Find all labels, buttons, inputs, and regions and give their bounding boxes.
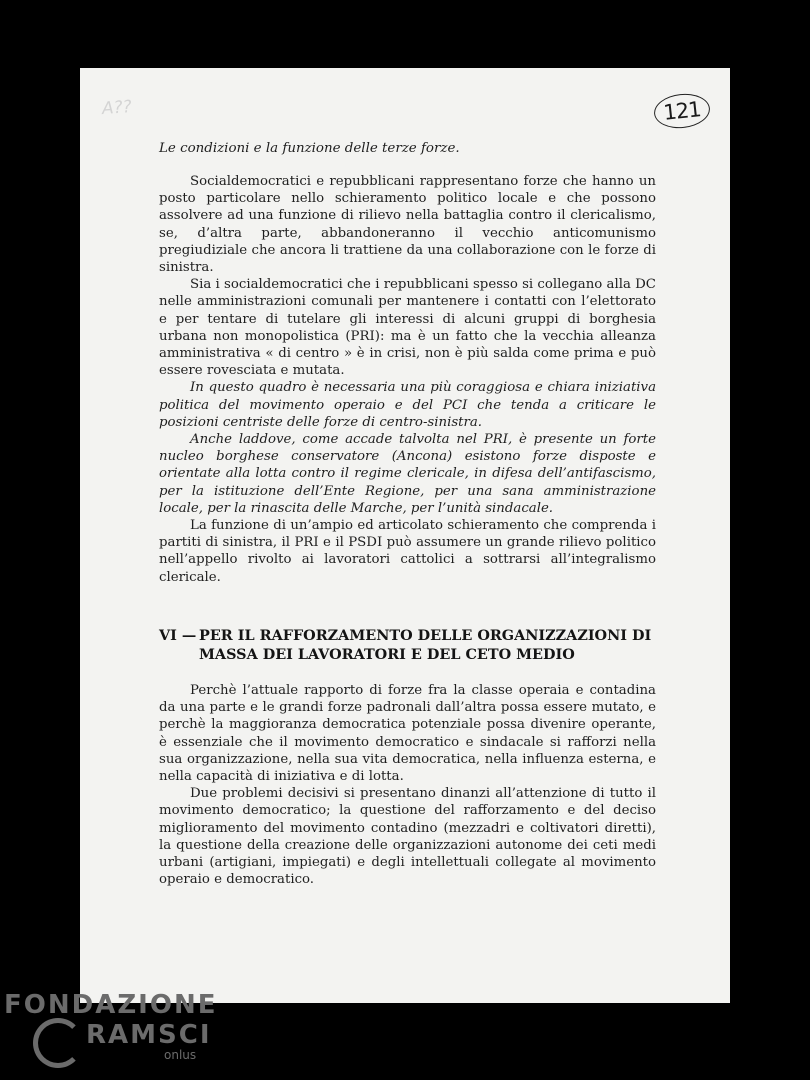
logo-line1: FONDAZIONE <box>4 990 218 1020</box>
document-page <box>80 68 730 1003</box>
section2-body <box>159 682 656 888</box>
paragraph: In questo quadro è necessaria una più coraggiosa e chiara iniziativa politica del movimento operaio e del PCI che tenda a criticare le posizioni centriste delle forze di centro-sinistra. <box>159 380 656 430</box>
logo-line2: RAMSCI <box>86 1020 212 1050</box>
logo-line3: onlus <box>164 1048 197 1062</box>
paragraph: Anche laddove, come accade talvolta nel PRI, è presente un forte nucleo borghese conservatore (Ancona) esistono forze disposte e orientate alla lotta contro il regime clericale, in difesa dell’antifascismo, per la istituzione dell’Ente Regione, per una sana amministrazione locale, per la rinascita delle Marche, per l’unità sindacale. <box>159 432 656 516</box>
chapter-title-line2: MASSA DEI LAVORATORI E DEL CETO MEDIO <box>199 646 575 663</box>
paragraph: La funzione di un’ampio ed articolato schieramento che comprenda i partiti di sinistra, il PRI e il PSDI può assumere un grande rilievo politico nell’appello rivolto ai lavoratori cattolici a sottrarsi all’integralismo clericale. <box>159 518 656 585</box>
chapter-heading <box>159 626 679 664</box>
paragraph: Socialdemocratici e repubblicani rappresentano forze che hanno un posto particolare nello schieramento politico locale e che possono assolvere ad una funzione di rilievo nella battaglia contro il clericalismo, se, d’altra parte, abbandoneranno il vecchio anticomunismo pregiudiziale che ancora li trattiene da una collaborazione con le forze di sinistra. <box>159 174 656 276</box>
section1-body <box>159 173 656 586</box>
chapter-title-line1: PER IL RAFFORZAMENTO DELLE ORGANIZZAZIONI DI <box>199 627 652 644</box>
chapter-number: VI — <box>159 627 197 644</box>
fondazione-gramsci-logo <box>4 990 218 1070</box>
paragraph: Sia i socialdemocratici che i repubblicani spesso si collegano alla DC nelle amministrazioni comunali per mantenere i contatti con l’elettorato e per tentare di tutelare gli interessi di alcuni gruppi di borghesia urbana non monopolistica (PRI): ma è un fatto che la vecchia alleanza amministrativa « di centro » è in crisi, non è più salda come prima e può essere rovesciata e mutata. <box>159 277 656 379</box>
logo-g-icon <box>33 1018 83 1068</box>
faint-annotation: A?? <box>101 96 133 120</box>
page-number: 121 <box>652 91 711 131</box>
section-heading: Le condizioni e la funzione delle terze forze. <box>159 141 460 156</box>
paragraph: Due problemi decisivi si presentano dinanzi all’attenzione di tutto il movimento democratico; la questione del rafforzamento e del deciso miglioramento del movimento contadino (mezzadri e coltivatori diretti), la questione della creazione delle organizzazioni autonome dei ceti medi urbani (artigiani, impiegati) e degli intellettuali collegate al movimento operaio e democratico. <box>159 786 656 888</box>
paragraph: Perchè l’attuale rapporto di forze fra la classe operaia e contadina da una parte e le grandi forze padronali dall’altra possa essere mutato, e perchè la maggioranza democratica potenziale possa divenire operante, è essenziale che il movimento democratico e sindacale si rafforzi nella sua organizzazione, nella sua vita democratica, nella influenza esterna, e nella capacità di iniziativa e di lotta. <box>159 683 656 785</box>
